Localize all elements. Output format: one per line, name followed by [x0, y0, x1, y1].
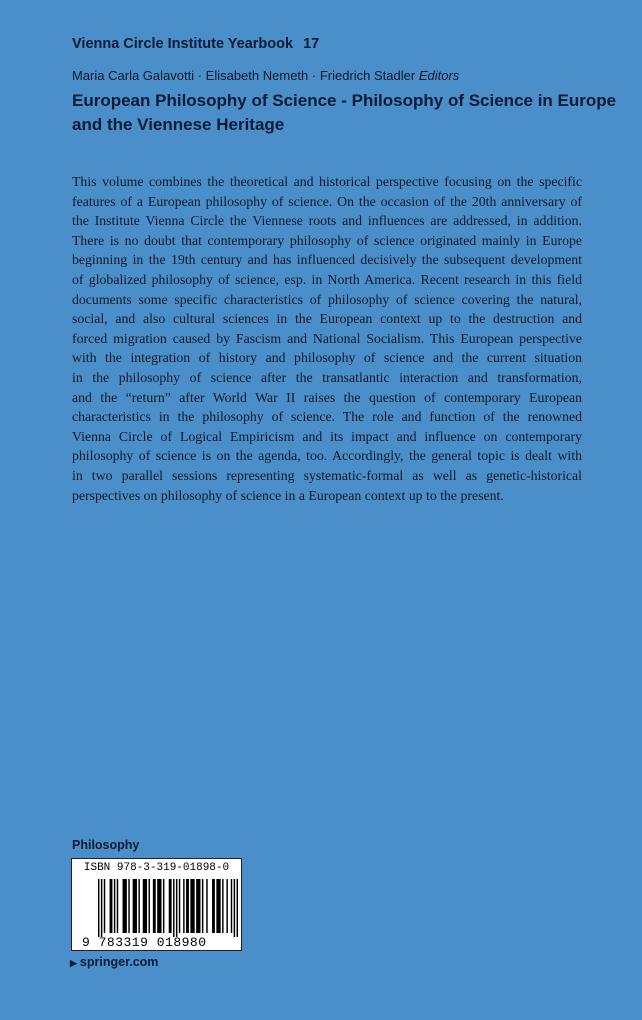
title-line-2: and the Viennese Heritage	[72, 115, 285, 134]
isbn-text: ISBN 978-3-319-01898-0	[83, 862, 230, 874]
series-number: 17	[303, 36, 320, 52]
blurb-line: the Institute Vienna Circle the Viennese roots and influences are addressed, in addition.	[72, 213, 582, 229]
publisher-url: springer.com	[79, 955, 159, 969]
blurb-line: perspectives on philosophy of science in a European context up to the present.	[72, 487, 504, 503]
editors-line	[72, 68, 459, 83]
blurb-line: in two parallel sessions representing systematic-formal as well as genetic-historical	[72, 467, 582, 483]
blurb-text	[72, 172, 582, 505]
blurb-line: with the integration of history and philosophy of science and the current situation	[72, 350, 582, 366]
blurb-line: characteristics in the philosophy of science. The role and function of the renowned	[72, 409, 582, 425]
barcode-bars	[98, 879, 238, 937]
blurb-line: documents some specific characteristics of philosophy of science covering the natural,	[72, 291, 582, 307]
editor-names: Maria Carla Galavotti · Elisabeth Nemeth · Friedrich Stadler	[72, 68, 416, 83]
blurb-line: philosophy of science is on the agenda, too. Accordingly, the general topic is dealt with	[72, 448, 582, 464]
blurb-line: beginning in the 19th century and has influenced decisively the subsequent development	[72, 252, 582, 268]
blurb-line: in the philosophy of science after the transatlantic interaction and transformation,	[72, 369, 582, 385]
blurb-line: This volume combines the theoretical and historical perspective focusing on the specific	[72, 174, 582, 189]
blurb-line: There is no doubt that contemporary philosophy of science originated mainly in Europe	[72, 232, 582, 248]
barcode-digits: 9 783319 018980	[82, 935, 207, 950]
book-title	[72, 89, 617, 137]
publisher-link[interactable]	[70, 955, 158, 969]
blurb-line: forced migration caused by Fascism and National Socialism. This European perspective	[72, 330, 582, 346]
barcode-label	[71, 858, 242, 951]
blurb-line: and the “return” after World War II raises the question of contemporary European	[72, 389, 582, 405]
subject-category: Philosophy	[72, 838, 140, 852]
blurb-line: features of a European philosophy of science. On the occasion of the 20th anniversary of	[72, 193, 582, 209]
editors-role: Editors	[418, 68, 460, 83]
title-line-1: European Philosophy of Science - Philosophy of Science in Europe	[72, 91, 617, 110]
blurb-line: of globalized philosophy of science, esp. in North America. Recent research in this field	[72, 271, 582, 287]
series-line	[72, 36, 319, 52]
blurb-line: social, and also cultural sciences in the European context up to the destruction and	[72, 311, 582, 327]
series-name: Vienna Circle Institute Yearbook	[72, 36, 294, 52]
triangle-right-icon: ▶	[70, 958, 77, 968]
blurb-line: Vienna Circle of Logical Empiricism and its impact and influence on contemporary	[72, 428, 582, 444]
